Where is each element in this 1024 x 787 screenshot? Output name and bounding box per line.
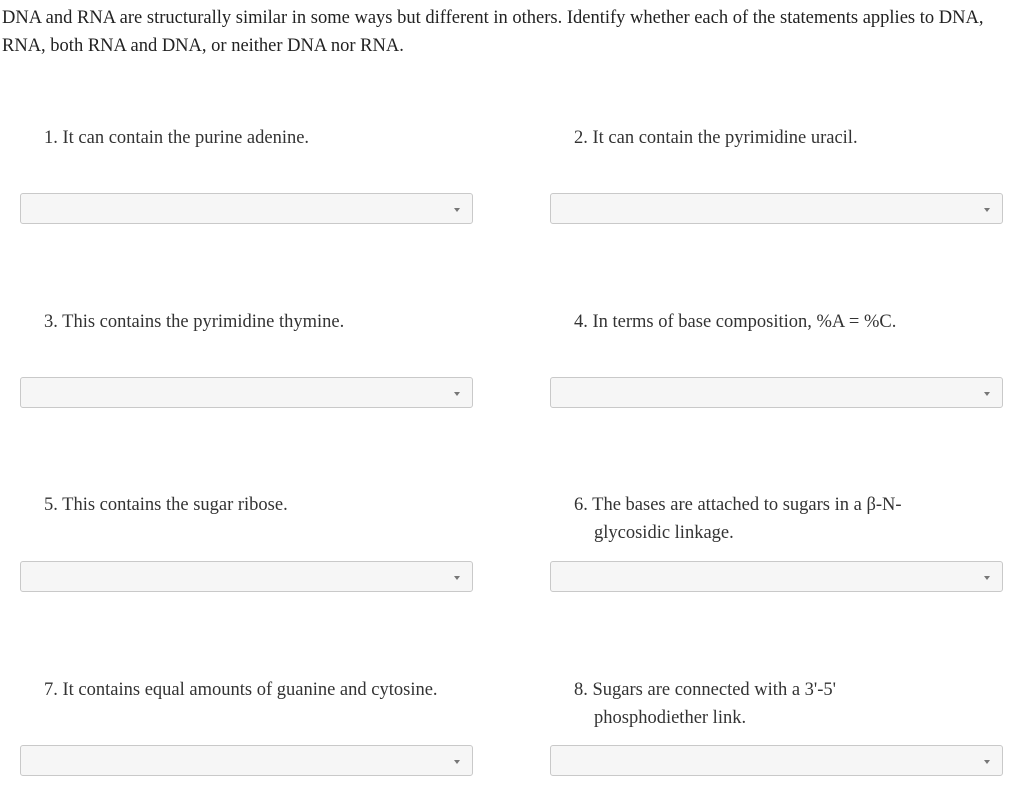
question-1-number: 1.	[44, 128, 58, 148]
question-1-text: It can contain the purine adenine.	[62, 128, 310, 148]
question-8-number: 8.	[574, 680, 588, 700]
question-8-label	[574, 676, 899, 732]
question-7-label	[44, 676, 484, 704]
dropdown-arrow-icon	[454, 760, 460, 764]
question-7-answer-select[interactable]	[20, 745, 473, 776]
question-7-number: 7.	[44, 680, 58, 700]
question-3-answer-select[interactable]	[20, 377, 473, 408]
question-6-number: 6.	[574, 495, 588, 515]
question-3-number: 3.	[44, 312, 58, 332]
question-7-text: It contains equal amounts of guanine and cytosine.	[62, 680, 438, 700]
question-5-text: This contains the sugar ribose.	[62, 495, 288, 515]
question-1-label	[44, 124, 464, 152]
question-8-text: Sugars are connected with a 3'-5' phosphodiether link.	[592, 680, 836, 728]
dropdown-arrow-icon	[984, 208, 990, 212]
question-4-answer-select[interactable]	[550, 377, 1003, 408]
dropdown-arrow-icon	[984, 392, 990, 396]
question-6-text: The bases are attached to sugars in a β-N-glycosidic linkage.	[592, 495, 902, 543]
question-5-number: 5.	[44, 495, 58, 515]
question-2-answer-select[interactable]	[550, 193, 1003, 224]
question-5-label	[44, 491, 464, 519]
dropdown-arrow-icon	[454, 208, 460, 212]
question-2-number: 2.	[574, 128, 588, 148]
question-1-answer-select[interactable]	[20, 193, 473, 224]
question-6-answer-select[interactable]	[550, 561, 1003, 592]
question-8-answer-select[interactable]	[550, 745, 1003, 776]
question-3-label	[44, 308, 464, 336]
question-4-number: 4.	[574, 312, 588, 332]
dropdown-arrow-icon	[984, 576, 990, 580]
dropdown-arrow-icon	[454, 576, 460, 580]
question-4-text: In terms of base composition, %A = %C.	[592, 312, 897, 332]
instructions-text: DNA and RNA are structurally similar in some ways but different in others. Identify whether each of the statements applies to DNA, RNA, both RNA and DNA, or neither DNA nor RNA.	[2, 8, 984, 56]
dropdown-arrow-icon	[984, 760, 990, 764]
question-2-text: It can contain the pyrimidine uracil.	[592, 128, 858, 148]
question-6-label	[574, 491, 904, 547]
question-5-answer-select[interactable]	[20, 561, 473, 592]
question-3-text: This contains the pyrimidine thymine.	[62, 312, 345, 332]
question-4-label	[574, 308, 994, 336]
dropdown-arrow-icon	[454, 392, 460, 396]
question-2-label	[574, 124, 994, 152]
